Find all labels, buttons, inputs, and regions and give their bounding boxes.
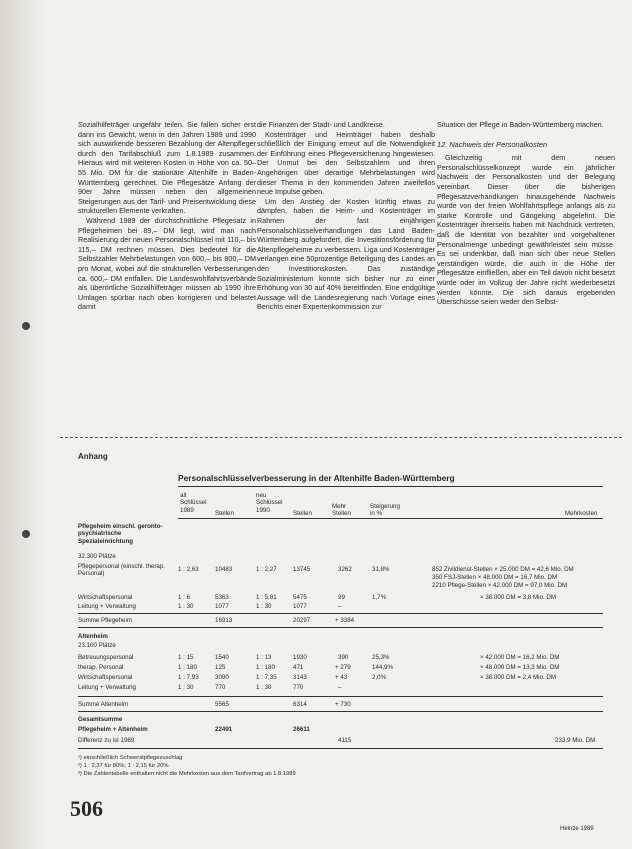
table-rule — [78, 627, 603, 628]
cell-stellen: 1077 — [293, 603, 307, 610]
table-rule — [78, 748, 603, 749]
cell-neu: 1 : 7,35 — [256, 674, 277, 681]
row-label: Wirtschaftspersonal — [78, 594, 133, 601]
paragraph: Kostenträger und Heimträger haben deshalb schließlich der Einigung erneut auf die Notwendigkeit der Einführung eines Pflegeversicherung hingewiesen. Der Unmut bei den Selbstzahlern und ihren Angehörigen über derartige Mehrbelastungen wird dieser Thema in den kommenden Jahren zweifellos neue Impulse geben. — [257, 129, 435, 197]
cell-sum-mehr: + 730 — [335, 701, 351, 708]
cell-stellen: 13745 — [293, 566, 311, 573]
cell-pct: 25,3% — [372, 654, 390, 661]
punch-hole-bottom — [22, 530, 30, 538]
cell-alt: 1 : 30 — [178, 684, 194, 691]
header-neu: neu Schlüssel 1990 — [256, 492, 283, 514]
table-title: Personalschlüsselverbesserung in der Altenhilfe Baden-Württemberg — [178, 473, 455, 483]
cell-mehr: – — [338, 603, 342, 610]
cell-sum: 5565 — [215, 701, 229, 708]
paragraph: Gleichzeitig mit dem neuen Personalschlüsselkonzept wurde ein jährlicher Nachweis der Personalkosten und der Belegung vereinbart. Dieser über die bisherigen Pflegesatzverhandlungen hinausgehende Nachweis wurde von der freien Wohlfahrtspflege anfangs als zu starke Kontrolle und Gängelung abgelehnt. Die Kostenträger ihrerseits haben mit Nachdruck vertreten, daß die Identität von bezahlter und vorgehaltener Personalmenge unbedingt gewährleistet sein müsse. Es sei undenkbar, daß man sich über neue Stellen verständigen würde, die auch in die Höhe der Pflegesätze einfließen, aber ein Teil davon nicht besetzt würde oder im Vollzug der Jahre nicht wiederbesetzt werden könnte. Die sich daraus ergebenden Überschüsse seien weder den Selbst- — [437, 153, 615, 307]
cell-kosten: 852 Zivildienst-Stellen × 25.000 DM = 42,6 Mio. DM — [432, 566, 574, 573]
section-title: Pflegeheim einschl. geronto-psychiatrische Spezialeinrichtung — [78, 523, 163, 545]
header-stellen-neu: Stellen — [293, 510, 312, 517]
paragraph: die Finanzen der Stadt- und Landkreise. — [257, 120, 385, 129]
cell-pct: 2,0% — [372, 674, 387, 681]
text-column-1 — [78, 120, 256, 312]
cell-alt: 1 : 15 — [178, 654, 194, 661]
cell-sum: 20297 — [293, 617, 311, 624]
diff-mehr: 4115 — [338, 737, 352, 744]
row-label-sum: Summe Pflegeheim — [78, 617, 132, 624]
punch-hole-top — [22, 322, 30, 330]
cell-mehr: + 43 — [335, 674, 348, 681]
footnote: ¹) einschließlich Schwerstpflegezuschlag — [78, 755, 183, 761]
diff-label: Differenz zu ist 1989 — [78, 737, 135, 744]
cell-stellen: 770 — [293, 684, 304, 691]
cell-alt: 1 : 180 — [178, 664, 197, 671]
header-stellen-alt: Stellen — [215, 510, 234, 517]
cell-sum-mehr: + 3384 — [335, 617, 355, 624]
cell-stellen: 770 — [215, 684, 226, 691]
cell-kosten: × 48.000 DM = 13,3 Mio. DM — [480, 664, 560, 671]
table-rule — [178, 486, 603, 487]
cell-stellen: 3090 — [215, 674, 229, 681]
row-label: therap. Personal — [78, 664, 124, 671]
cell-kosten: × 38.000 DM = 3,8 Mio. DM — [480, 594, 557, 601]
row-label: Leitung + Verwaltung — [78, 684, 136, 691]
paragraph: Sozialhilfeträger ungefähr teilen. Sie fallen sicher erst dann ins Gewicht, wenn in den Jahren 1989 und 1990 sich auswirkende besseren Bezahlung der Altenpfleger durch den Tarifabschluß zum 1.8.1989 zusammen. Hieraus wird mit weiteren Kosten in Höhe von ca. 50–55 Mio. DM für die stationäre Altenhilfe in Baden-Württemberg gerechnet. Die Pflegesätze Anfang der 90er Jahre müssen neben den allgemeinen Steigerungen aus der Tarif- und Preisentwicklung diese strukturellen Elemente verkraften. — [78, 120, 256, 216]
cell-kosten: 350 FSJ-Stellen × 48.000 DM = 16,7 Mio. DM — [432, 574, 558, 581]
cell-mehr: 390 — [338, 654, 349, 661]
footnote: ²) 1 : 2,37 für 80%; 1 : 2,15 für 20% — [78, 763, 169, 769]
cell-alt: 1 : 30 — [178, 603, 194, 610]
section-title: Altenheim — [78, 633, 108, 640]
total-title: Gesamtsumme — [78, 716, 123, 723]
cell-pct: 1,7% — [372, 594, 387, 601]
cell-neu: 1 : 180 — [256, 664, 275, 671]
cell-pct: 144,9% — [372, 664, 393, 671]
cell-stellen: 1540 — [215, 654, 229, 661]
section-sub: 32.300 Plätze — [78, 553, 116, 560]
cell-pct: 31,8% — [372, 566, 390, 573]
section-sub: 23.100 Plätze — [78, 642, 116, 649]
header-steigerung: Steigerung in % — [370, 503, 400, 518]
total-label: Pflegeheim + Altenheim — [78, 726, 148, 733]
footnote: ³) Die Zahlentabelle enthalten nicht die Mehrkosten aus dem Tarifvertrag ab 1.8.1989 — [78, 771, 296, 777]
table-rule — [78, 613, 603, 614]
page-gutter-shadow — [0, 0, 48, 849]
cell-stellen: 10483 — [215, 566, 233, 573]
cell-neu: 1 : 2,27 — [256, 566, 277, 573]
text-column-2 — [257, 120, 435, 312]
cell-mehr: 99 — [338, 594, 345, 601]
header-alt: alt Schlüssel 1989 — [180, 492, 207, 514]
section-divider — [60, 437, 622, 438]
cell-stellen: 1077 — [215, 603, 229, 610]
total-stellen-alt: 22491 — [215, 726, 233, 733]
corner-note: Heinze 1989 — [560, 826, 594, 832]
cell-stellen: 1930 — [293, 654, 307, 661]
cell-kosten: × 42.000 DM = 16,2 Mio. DM — [480, 654, 560, 661]
row-label: Leitung + Verwaltung — [78, 603, 136, 610]
cell-kosten: 2210 Pflege-Stellen × 42.000 DM = 97,0 Mio. DM — [432, 582, 568, 589]
cell-mehr: + 279 — [335, 664, 351, 671]
cell-neu: 1 : 13 — [256, 654, 272, 661]
cell-neu: 1 : 5,81 — [256, 594, 277, 601]
header-mehrkosten: Mehrkosten — [565, 510, 598, 517]
row-label-sum: Summe Altenheim — [78, 701, 129, 708]
page-number: 506 — [70, 796, 103, 821]
cell-alt: 1 : 7,93 — [178, 674, 199, 681]
diff-kosten: 233,9 Mio. DM — [555, 737, 596, 744]
text-column-3 — [437, 120, 615, 307]
cell-sum: 16913 — [215, 617, 233, 624]
row-label: Pflegepersonal (einschl. therap. Personal) — [78, 563, 166, 578]
cell-neu: 1 : 30 — [256, 603, 272, 610]
cell-stellen: 5363 — [215, 594, 229, 601]
table-rule — [178, 518, 603, 519]
cell-stellen: 5475 — [293, 594, 307, 601]
total-stellen-neu: 26611 — [293, 726, 310, 733]
cell-alt: 1 : 6 — [178, 594, 191, 601]
cell-stellen: 3143 — [293, 674, 307, 681]
cell-neu: 1 : 30 — [256, 684, 272, 691]
paragraph: Situation der Pflege in Baden-Württemberg machen. — [437, 120, 604, 129]
header-mehr: Mehr Stellen — [332, 503, 351, 518]
row-label: Wirtschaftspersonal — [78, 674, 133, 681]
paragraph: Um den Anstieg der Kosten künftig etwas zu dämpfen, haben die Heim- und Kostenträger im Rahmen der fast einjährigen Personalschlüsselverhandlungen das Land Baden-Württemberg aufgefordert, die Investitionsförderung für Altenpflegeheime zu verbessern. Liga und Kostenträger verlangen eine 50prozentige Beteiligung des Landes an den Investitionskosten. Das zuständige Sozialministerium konnte sich bisher nur zu einer Erhöhung von 30 auf 40% bereitfinden. Eine endgültige Aussage will die Landesregierung nach Vorlage eines Berichts einer Expertenkommission zur — [257, 196, 435, 312]
cell-alt: 1 : 2,63 — [178, 566, 199, 573]
table-rule — [78, 711, 603, 712]
row-label: Betreuungspersonal — [78, 654, 134, 661]
cell-mehr: – — [338, 684, 342, 691]
cell-mehr: 3262 — [338, 566, 352, 573]
section-heading: 12. Nachweis der Personalkosten — [437, 139, 548, 149]
cell-sum: 6314 — [293, 701, 307, 708]
cell-kosten: × 38.000 DM = 2,4 Mio. DM — [480, 674, 557, 681]
paragraph: Während 1989 der durchschnittliche Pflegesatz in Pflegeheimen bei 89,– DM liegt, wird man nach Realisierung der neuen Personalschlüssel mit 110,– bis 115,– DM rechnen müssen. Dies bedeutet für die Selbstzahler Mehrbelastungen von 600,– bis 800,– DM pro Monat, wobei auf die strukturellen Verbesserungen ca. 600,– DM entfallen. Die Landeswohlfahrtsverbände als überörtliche Sozialhilfeträger müssen ab 1990 ihre Umlagen spürbar nach oben korrigieren und belastet damit — [78, 215, 256, 312]
cell-stellen: 125 — [215, 664, 226, 671]
table-rule — [78, 696, 603, 697]
cell-stellen: 471 — [293, 664, 304, 671]
appendix-heading: Anhang — [78, 452, 108, 461]
